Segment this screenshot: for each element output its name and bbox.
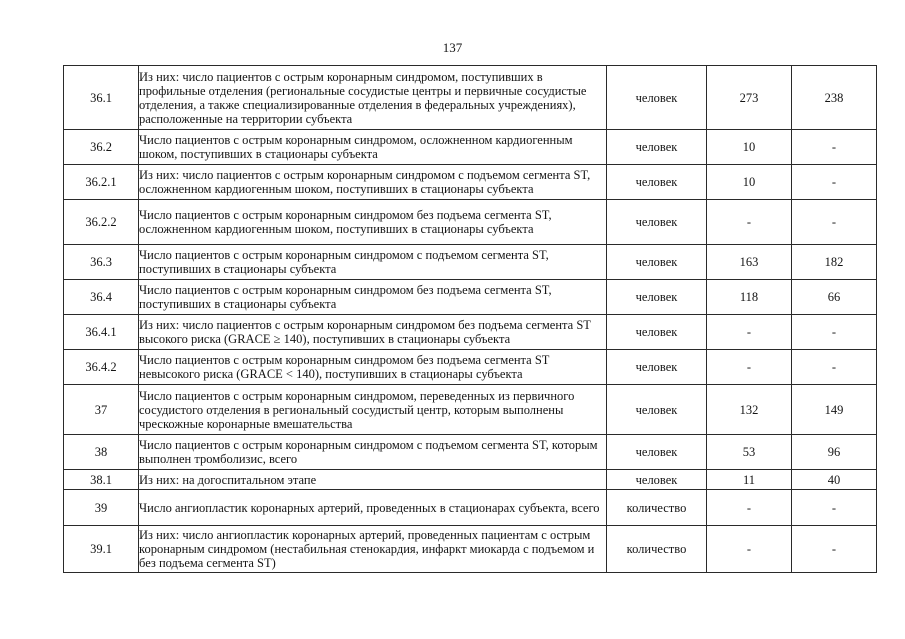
row-description: Из них: число пациентов с острым коронарным синдромом с подъемом сегмента ST, осложненном кардиогенным шоком, поступивших в стационары субъекта	[139, 165, 607, 200]
row-number: 38.1	[64, 470, 139, 490]
row-unit: человек	[607, 315, 707, 350]
row-number: 36.4	[64, 280, 139, 315]
table-row	[64, 350, 877, 385]
row-description: Из них: на догоспитальном этапе	[139, 470, 607, 490]
row-number: 38	[64, 435, 139, 470]
row-number: 36.2	[64, 130, 139, 165]
row-number: 39.1	[64, 526, 139, 573]
row-value-1: -	[707, 350, 792, 385]
row-description: Из них: число пациентов с острым коронарным синдромом, поступивших в профильные отделения (региональные сосудистые центры и первичные сосудистые отделения, а также специализированные отделения в федеральных учреждениях), расположенные на территории субъекта	[139, 66, 607, 130]
row-value-2: -	[792, 490, 877, 526]
row-number: 36.2.1	[64, 165, 139, 200]
report-table	[63, 65, 877, 573]
row-description: Число пациентов с острым коронарным синдромом с подъемом сегмента ST, поступивших в стационары субъекта	[139, 245, 607, 280]
table-row	[64, 526, 877, 573]
row-unit: человек	[607, 130, 707, 165]
row-value-2: -	[792, 526, 877, 573]
page-number: 137	[442, 40, 463, 55]
row-description: Из них: число пациентов с острым коронарным синдромом без подъема сегмента ST высокого риска (GRACE ≥ 140), поступивших в стационары субъекта	[139, 315, 607, 350]
row-value-1: 163	[707, 245, 792, 280]
row-value-1: 118	[707, 280, 792, 315]
row-value-1: 11	[707, 470, 792, 490]
row-description: Число пациентов с острым коронарным синдромом без подъема сегмента ST невысокого риска (GRACE < 140), поступивших в стационары субъекта	[139, 350, 607, 385]
row-value-2: 66	[792, 280, 877, 315]
row-unit: количество	[607, 526, 707, 573]
row-unit: человек	[607, 435, 707, 470]
row-value-1: 10	[707, 130, 792, 165]
table-row	[64, 280, 877, 315]
row-description: Число пациентов с острым коронарным синдромом с подъемом сегмента ST, которым выполнен тромболизис, всего	[139, 435, 607, 470]
row-unit: человек	[607, 385, 707, 435]
table-row	[64, 470, 877, 490]
row-unit: человек	[607, 165, 707, 200]
row-value-1: 132	[707, 385, 792, 435]
row-description: Число ангиопластик коронарных артерий, проведенных в стационарах субъекта, всего	[139, 490, 607, 526]
row-unit: человек	[607, 470, 707, 490]
row-value-1: 53	[707, 435, 792, 470]
row-number: 36.4.1	[64, 315, 139, 350]
table-row	[64, 66, 877, 130]
row-description: Число пациентов с острым коронарным синдромом без подъема сегмента ST, осложненном кардиогенным шоком, поступивших в стационары субъекта	[139, 200, 607, 245]
table-row	[64, 200, 877, 245]
table-row	[64, 130, 877, 165]
table-row	[64, 385, 877, 435]
row-value-2: -	[792, 350, 877, 385]
row-unit: человек	[607, 280, 707, 315]
row-value-2: -	[792, 165, 877, 200]
row-value-2: 238	[792, 66, 877, 130]
row-value-2: 96	[792, 435, 877, 470]
row-value-2: -	[792, 315, 877, 350]
table-row	[64, 490, 877, 526]
row-value-1: -	[707, 200, 792, 245]
row-value-1: 10	[707, 165, 792, 200]
row-value-2: 182	[792, 245, 877, 280]
row-number: 39	[64, 490, 139, 526]
row-description: Число пациентов с острым коронарным синдромом, переведенных из первичного сосудистого отделения в региональный сосудистый центр, которым выполнены чрескожные коронарные вмешательства	[139, 385, 607, 435]
row-value-2: -	[792, 130, 877, 165]
row-value-1: -	[707, 526, 792, 573]
row-number: 36.4.2	[64, 350, 139, 385]
row-value-1: 273	[707, 66, 792, 130]
row-number: 36.2.2	[64, 200, 139, 245]
row-unit: количество	[607, 490, 707, 526]
row-value-2: 40	[792, 470, 877, 490]
table-row	[64, 315, 877, 350]
table-row	[64, 165, 877, 200]
row-unit: человек	[607, 245, 707, 280]
row-value-1: -	[707, 315, 792, 350]
row-unit: человек	[607, 350, 707, 385]
row-value-2: -	[792, 200, 877, 245]
row-description: Из них: число ангиопластик коронарных артерий, проведенных пациентам с острым коронарным синдромом (нестабильная стенокардия, инфаркт миокарда с подъемом и без подъема сегмента ST)	[139, 526, 607, 573]
row-number: 37	[64, 385, 139, 435]
row-value-2: 149	[792, 385, 877, 435]
row-description: Число пациентов с острым коронарным синдромом, осложненном кардиогенным шоком, поступивших в стационары субъекта	[139, 130, 607, 165]
row-unit: человек	[607, 66, 707, 130]
row-number: 36.3	[64, 245, 139, 280]
row-number: 36.1	[64, 66, 139, 130]
row-value-1: -	[707, 490, 792, 526]
row-description: Число пациентов с острым коронарным синдромом без подъема сегмента ST, поступивших в стационары субъекта	[139, 280, 607, 315]
table-row	[64, 245, 877, 280]
table-row	[64, 435, 877, 470]
row-unit: человек	[607, 200, 707, 245]
